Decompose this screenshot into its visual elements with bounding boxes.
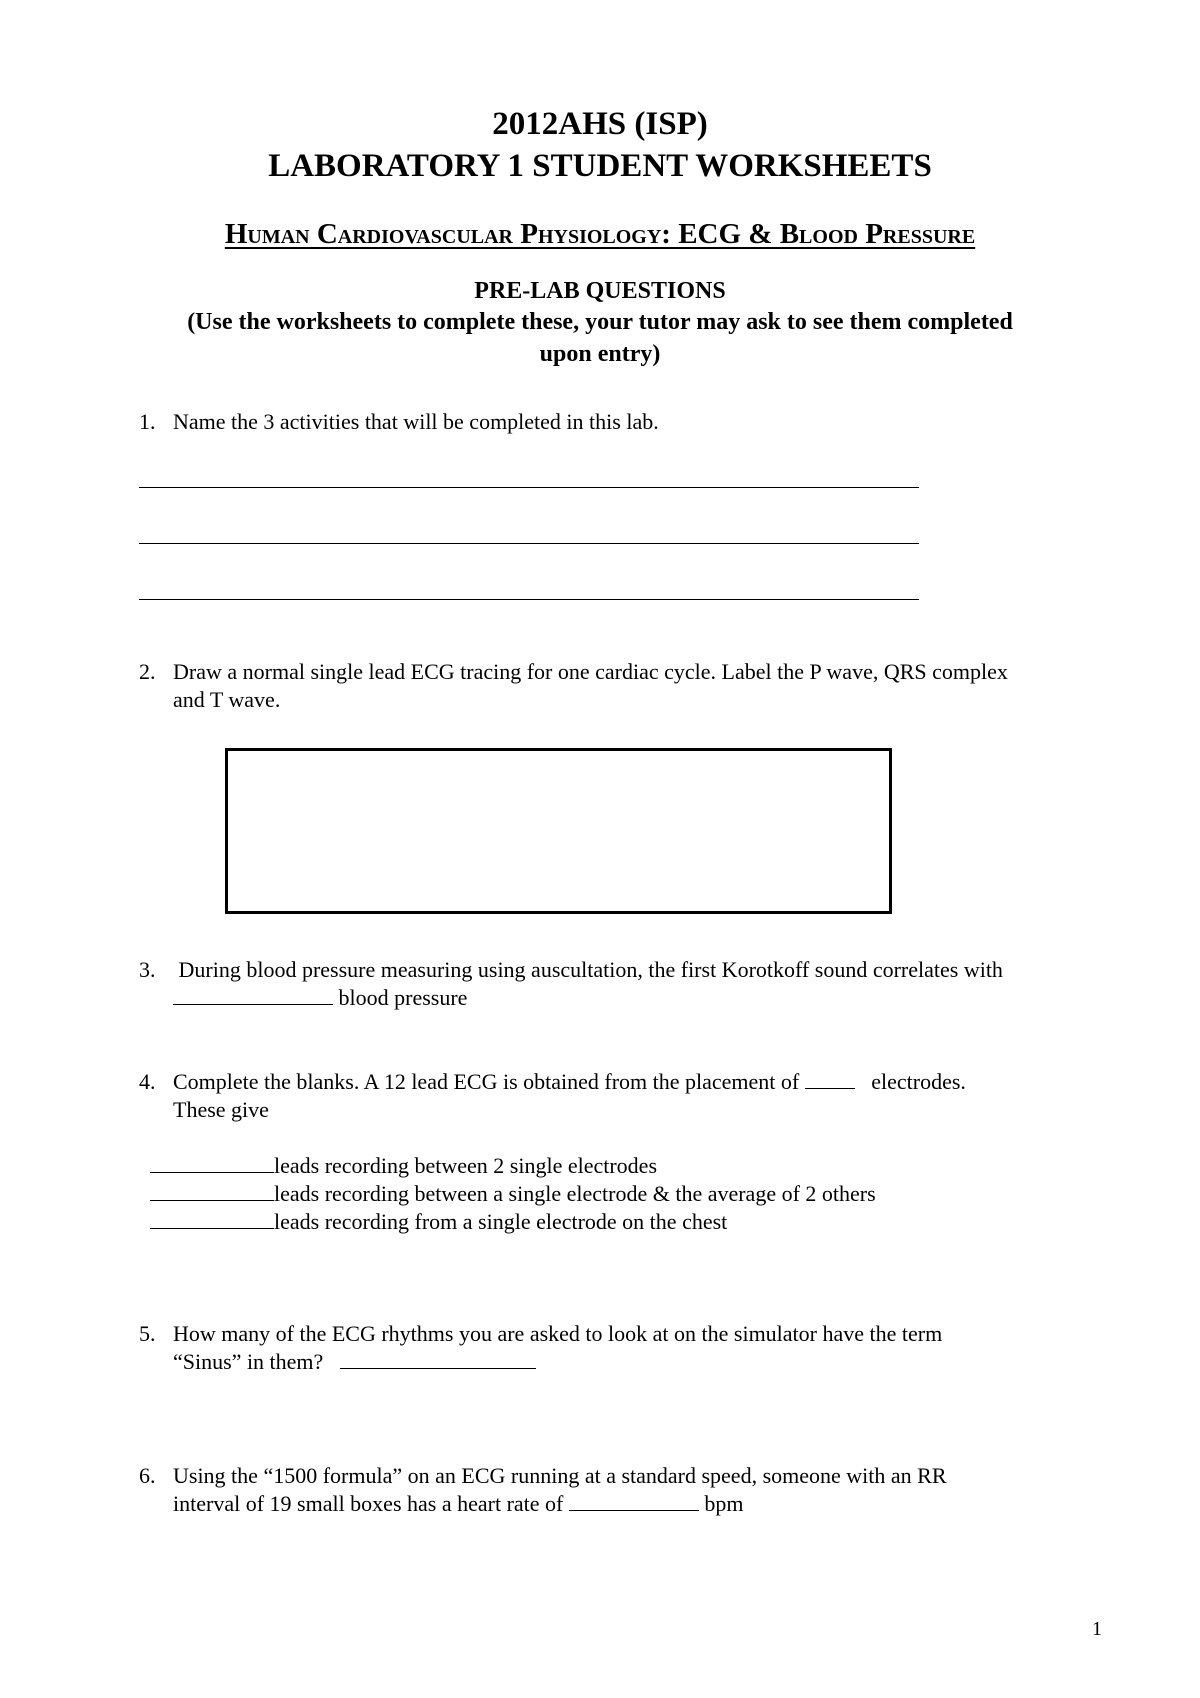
question-4-text-after-blank: electrodes. [871,1069,966,1094]
question-2 [139,658,1008,686]
question-2-text-line1: Draw a normal single lead ECG tracing for one cardiac cycle. Label the P wave, QRS complex [173,659,1008,684]
document-title-line2: LABORATORY 1 STUDENT WORKSHEETS [268,148,932,184]
page-number: 1 [1092,1618,1102,1640]
question-6-line2 [173,1490,744,1518]
document-title-line1: 2012AHS (ISP) [492,106,708,142]
lead-row-3-text: leads recording from a single electrode on the chest [274,1209,728,1234]
question-4-number: 4. [139,1069,156,1094]
question-6-number: 6. [139,1463,156,1488]
blank-bipolar-leads[interactable] [150,1154,274,1173]
blank-electrode-count[interactable] [805,1070,855,1089]
question-3-text-line1: During blood pressure measuring using auscultation, the first Korotkoff sound correlates with [178,957,1003,982]
lead-row-2-text: leads recording between a single electrode & the average of 2 others [274,1181,876,1206]
question-1 [139,408,659,436]
instructions-line1: (Use the worksheets to complete these, your tutor may ask to see them completed [187,309,1013,335]
question-2-number: 2. [139,659,156,684]
blank-heart-rate[interactable] [569,1492,699,1511]
question-5-text-line2: “Sinus” in them? [173,1349,324,1374]
question-3-number: 3. [139,957,156,982]
question-6-text-line1: Using the “1500 formula” on an ECG running at a standard speed, someone with an RR [173,1463,947,1488]
answer-line-2[interactable] [139,543,919,544]
blank-chest-leads[interactable] [150,1210,274,1229]
question-3-line2 [173,984,467,1012]
question-6-text-before-blank: interval of 19 small boxes has a heart rate of [173,1491,564,1516]
section-heading: PRE-LAB QUESTIONS [474,278,726,304]
question-5 [139,1320,942,1348]
question-5-text-line1: How many of the ECG rhythms you are asked to look at on the simulator have the term [173,1321,943,1346]
instructions-line2: upon entry) [539,341,661,367]
lead-row-1 [150,1152,657,1180]
blank-sinus-count[interactable] [340,1350,536,1369]
question-3-text-line2: blood pressure [338,985,468,1010]
question-4-text-line2: These give [173,1097,269,1122]
question-4-text-before-blank: Complete the blanks. A 12 lead ECG is obtained from the placement of [173,1069,800,1094]
blank-korotkoff-pressure[interactable] [173,986,333,1005]
question-2-text-line2: and T wave. [173,687,281,712]
question-3 [139,956,1003,984]
question-1-number: 1. [139,409,156,434]
blank-augmented-leads[interactable] [150,1182,274,1201]
question-6 [139,1462,947,1490]
question-5-line2 [173,1348,536,1376]
ecg-drawing-box[interactable] [225,748,892,914]
question-1-text: Name the 3 activities that will be completed in this lab. [173,409,659,434]
answer-line-3[interactable] [139,599,919,600]
document-subtitle: Human Cardiovascular Physiology: ECG & Blood Pressure [224,218,976,250]
lead-row-2 [150,1180,876,1208]
question-5-number: 5. [139,1321,156,1346]
question-4 [139,1068,966,1096]
answer-line-1[interactable] [139,487,919,488]
question-6-text-after-blank: bpm [704,1491,744,1516]
lead-row-3 [150,1208,727,1236]
lead-row-1-text: leads recording between 2 single electrodes [274,1153,658,1178]
